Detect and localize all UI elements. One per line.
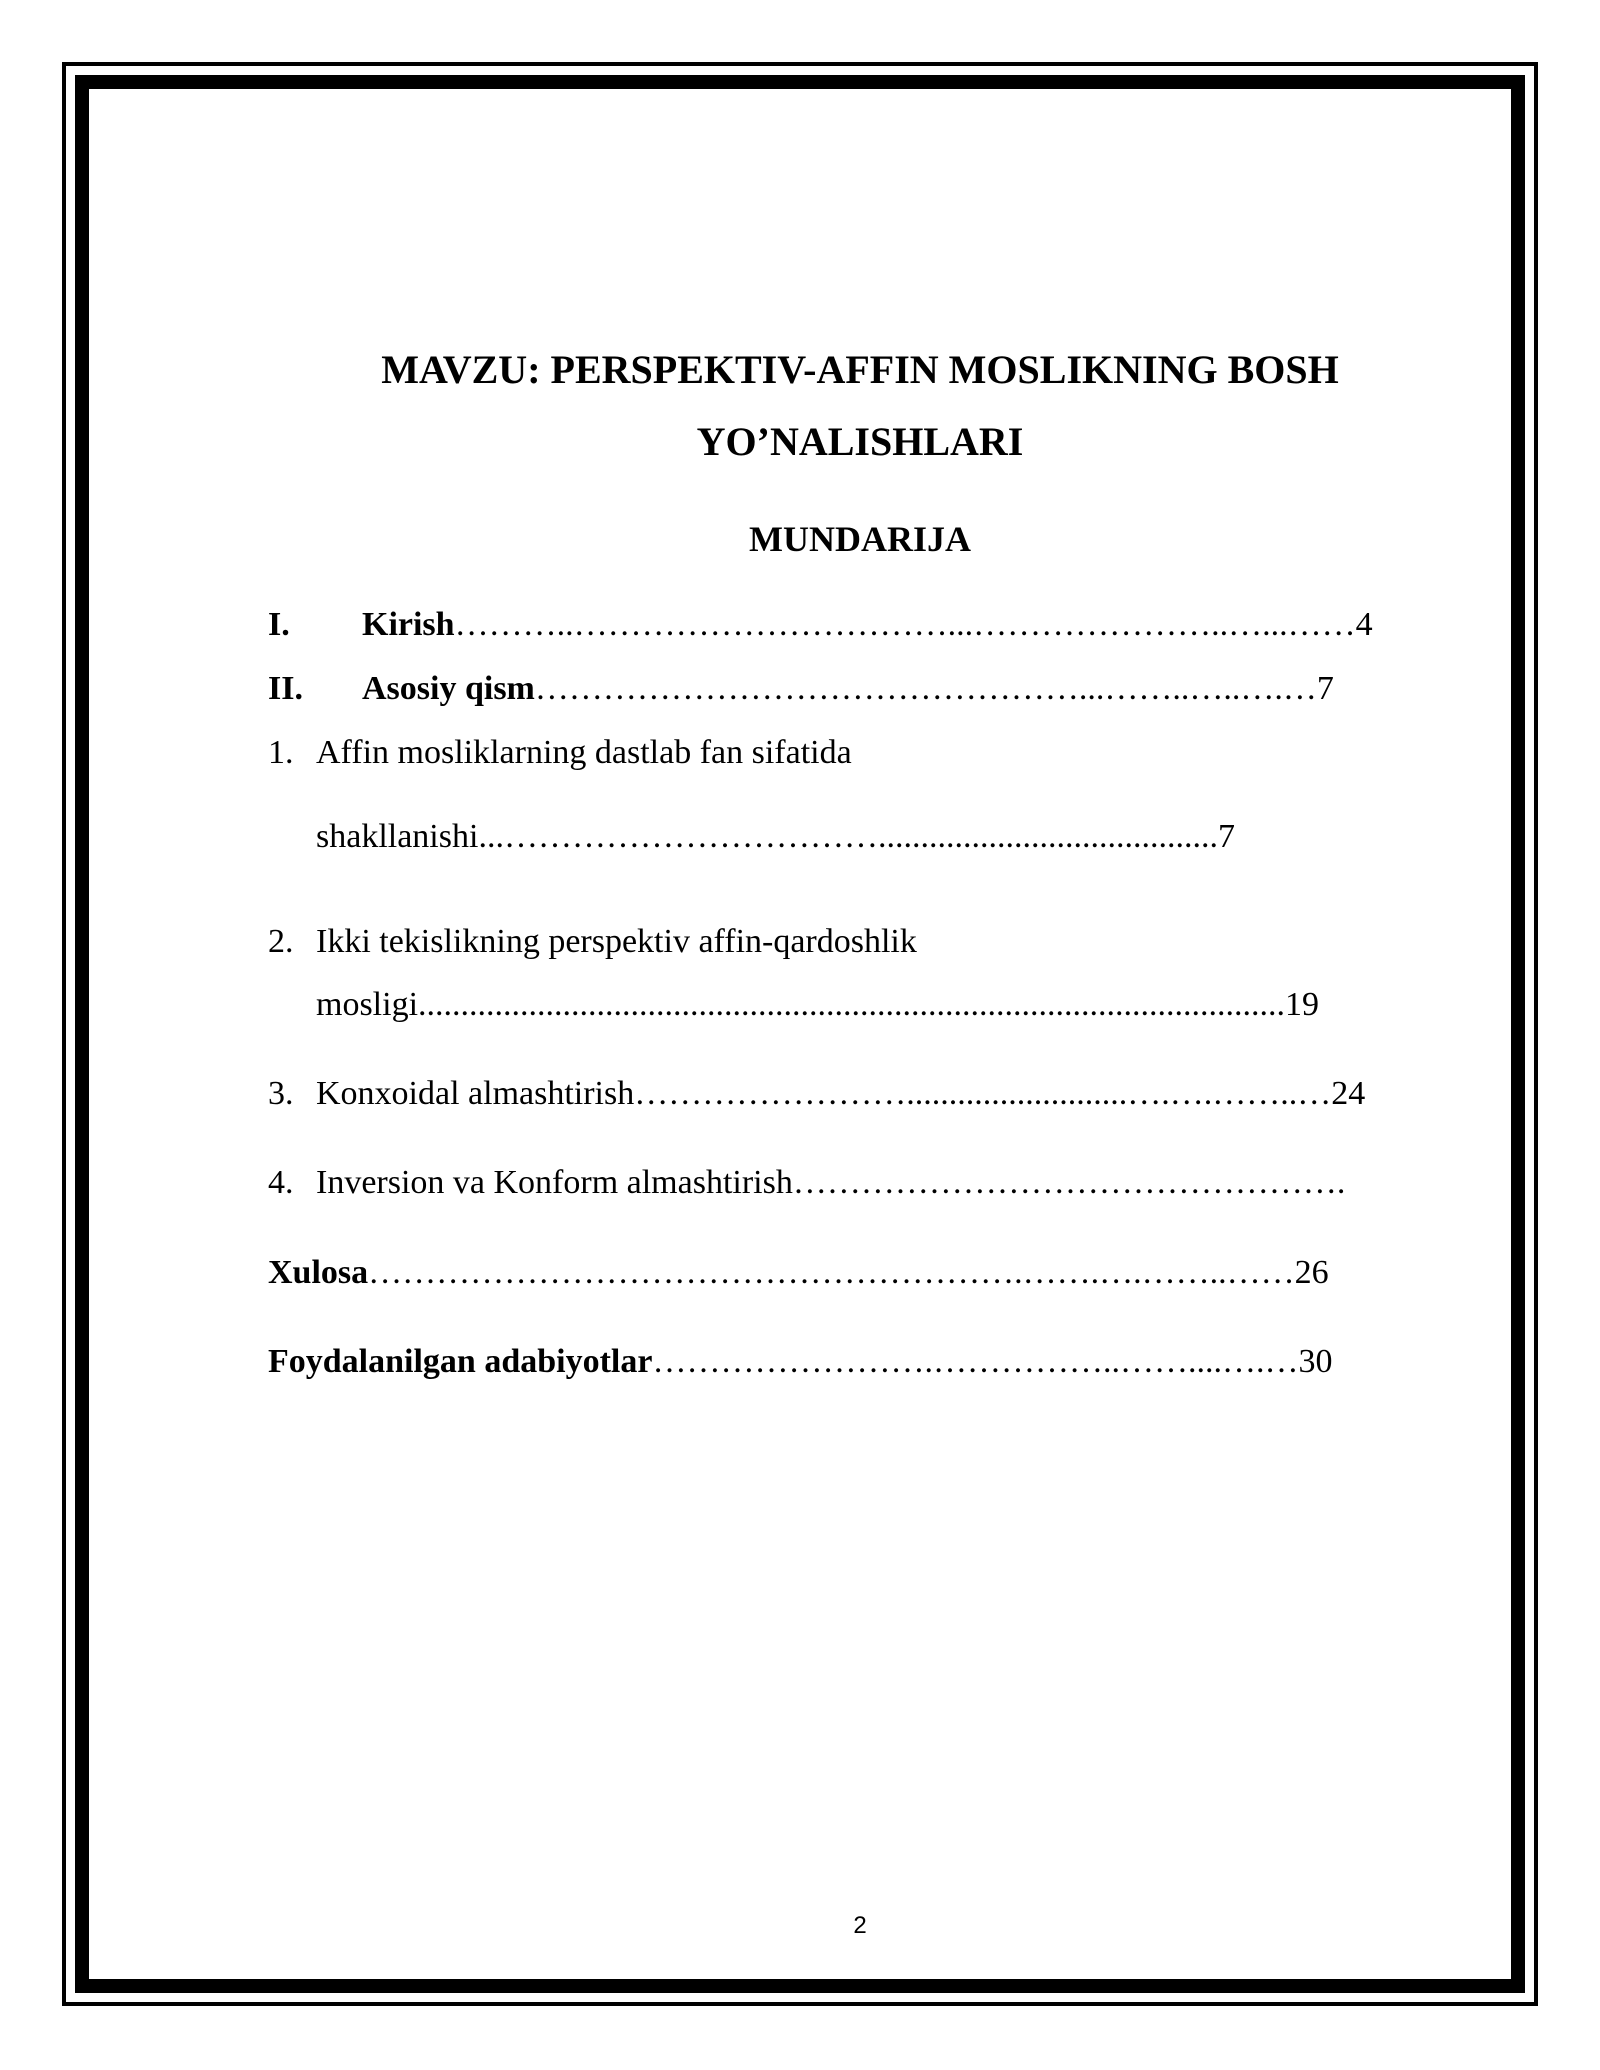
toc-leader: ………………………………………………….…….….……..……: [368, 1254, 1295, 1291]
toc-entry-konxoidal[interactable]: [316, 1077, 1365, 1111]
toc-page: 4: [1355, 606, 1373, 643]
toc-label: mosligi: [316, 986, 419, 1023]
toc-number: 2.: [268, 923, 294, 960]
toc-page: 7: [1316, 670, 1334, 707]
toc-entry-kirish[interactable]: [362, 608, 1373, 642]
toc-label: Konxoidal almashtirish: [316, 1075, 635, 1112]
toc-leader: ......................................................................................................: [418, 986, 1286, 1023]
toc-number: 1.: [268, 734, 294, 771]
toc-page: 30: [1298, 1343, 1333, 1380]
toc-page: 19: [1285, 986, 1320, 1023]
toc-number: II.: [268, 670, 303, 707]
toc-leader: …………………….……………..……....….…: [652, 1343, 1299, 1380]
toc-leader: ………………………………………….: [792, 1164, 1346, 1201]
toc-label: Asosiy qism: [362, 670, 535, 707]
page-number: 2: [853, 1912, 867, 1939]
toc-page: 24: [1331, 1075, 1366, 1112]
toc-number: 3.: [268, 1075, 294, 1112]
toc-label: shakllanishi: [316, 818, 479, 855]
toc-leader: ……………………..........................….….……..…: [634, 1075, 1332, 1112]
document-title-line2: YO’NALISHLARI: [696, 419, 1024, 464]
toc-number: I.: [268, 606, 290, 643]
toc-entry-ikki-tekislik[interactable]: [316, 925, 917, 959]
toc-entry-asosiy-qism[interactable]: [362, 672, 1334, 706]
toc-label: Xulosa: [268, 1254, 369, 1291]
toc-page: 26: [1294, 1254, 1329, 1291]
toc-leader: ...……………………………........................................: [478, 818, 1218, 855]
toc-number: 4.: [268, 1164, 294, 1201]
toc-leader: ………..……………………………...…………………..…...……: [454, 606, 1356, 643]
toc-entry-mosligi[interactable]: [316, 988, 1319, 1022]
toc-label: Foydalanilgan adabiyotlar: [268, 1343, 653, 1380]
toc-page: 7: [1217, 818, 1235, 855]
toc-entry-inversion[interactable]: [316, 1166, 1345, 1200]
toc-label: Ikki tekislikning perspektiv affin-qardoshlik: [316, 923, 917, 960]
toc-entry-xulosa[interactable]: [268, 1256, 1329, 1290]
document-title-line1: MAVZU: PERSPEKTIV-AFFIN MOSLIKNING BOSH: [381, 347, 1339, 392]
toc-label: Inversion va Konform almashtirish: [316, 1164, 793, 1201]
toc-heading: MUNDARIJA: [749, 519, 971, 559]
toc-label: Kirish: [362, 606, 455, 643]
toc-label: Affin mosliklarning dastlab fan sifatida: [316, 734, 852, 771]
toc-entry-adabiyotlar[interactable]: [268, 1345, 1332, 1379]
toc-entry-shakllanishi[interactable]: [316, 820, 1235, 854]
toc-entry-affin-mosliklar[interactable]: [316, 736, 852, 770]
toc-leader: …………………………………………...……..…..….…: [534, 670, 1317, 707]
